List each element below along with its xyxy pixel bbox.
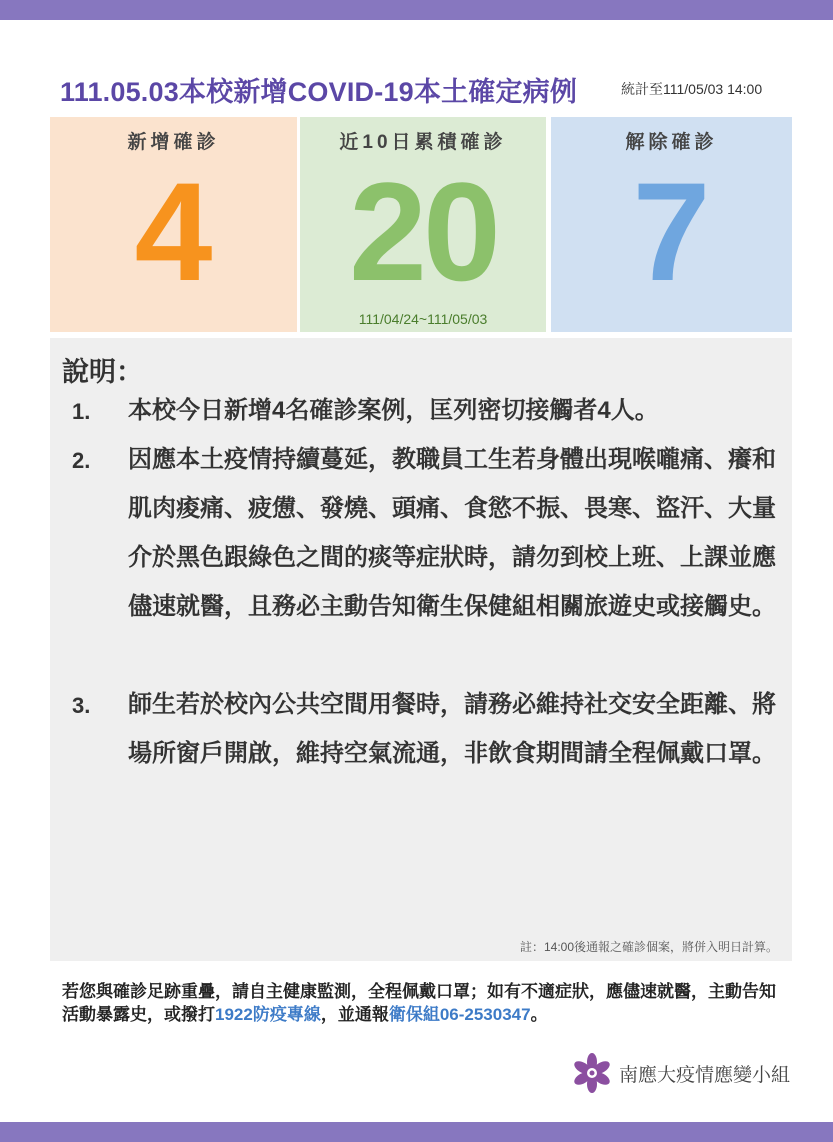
logo-name: 南應大疫情應變小組	[619, 1064, 791, 1086]
footer-text-b: ，並通報	[320, 1005, 389, 1024]
page-title: 111.05.03本校新增COVID-19本土確定病例	[60, 77, 578, 107]
item-text-3: 師生若於校內公共空間用餐時，請務必維持社交安全距離、將場所窗戶開啟，維持空氣流通，非飲食期間請全程佩戴口罩。	[128, 691, 776, 767]
health-unit-contact[interactable]: 衛保組06-2530347	[388, 1005, 531, 1024]
card-new-value: 4	[134, 153, 213, 310]
footer-notice	[62, 980, 792, 1026]
flower-logo-icon	[571, 1052, 613, 1094]
card-released-label: 解除確診	[625, 132, 718, 153]
card-released-value: 7	[632, 153, 711, 310]
item-number-1: 1.	[72, 399, 91, 424]
card-cumulative-label: 近10日累積確診	[339, 132, 507, 153]
card-new-cases	[50, 117, 297, 332]
card-cumulative-cases	[300, 117, 546, 332]
description-heading: 說明：	[62, 357, 143, 387]
card-cumulative-range: 111/04/24~111/05/03	[358, 311, 488, 327]
stat-time: 統計至111/05/03 14:00	[621, 81, 763, 97]
item-text-1: 本校今日新增4名確診案例，匡列密切接觸者4人。	[128, 397, 659, 424]
logo	[571, 1052, 790, 1094]
top-color-bar	[0, 0, 833, 20]
footnote: 註：14:00後通報之確診個案，將併入明日計算。	[519, 940, 778, 954]
card-released-cases	[551, 117, 792, 332]
footer-text-c: 。	[530, 1005, 548, 1024]
bottom-color-bar	[0, 1122, 833, 1142]
description-box	[50, 338, 792, 961]
item-text-2: 因應本土疫情持續蔓延，教職員工生若身體出現喉嚨痛、癢和肌肉痠痛、疲憊、發燒、頭痛、食慾不振、畏寒、盜汗、大量介於黑色跟綠色之間的痰等症狀時，請勿到校上班、上課並應儘速就醫，且務必主動告知衛生保健組相關旅遊史或接觸史。	[128, 446, 776, 620]
card-cumulative-value: 20	[349, 153, 497, 310]
footer-text-a: 若您與確診足跡重疊，請自主健康監測，全程佩戴口罩；如有不適症狀，應儘速就醫，主動告知活動暴露史，或撥打	[62, 982, 776, 1024]
item-number-2: 2.	[72, 448, 91, 473]
item-number-3: 3.	[72, 693, 91, 718]
hotline-link[interactable]: 1922防疫專線	[215, 1005, 321, 1024]
card-new-label: 新增確診	[127, 132, 220, 153]
